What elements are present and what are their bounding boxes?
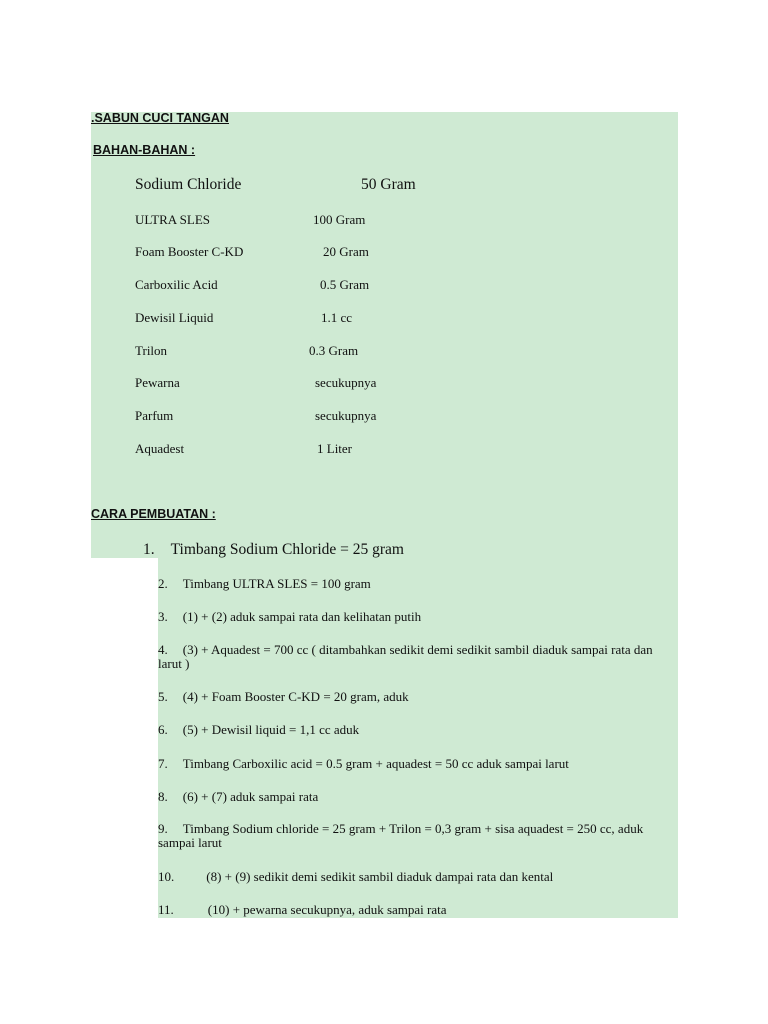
ingredient-amount: 100 Gram <box>313 212 366 227</box>
step-6 <box>158 723 678 737</box>
step-text: (5) + Dewisil liquid = 1,1 cc aduk <box>182 722 360 737</box>
step-10 <box>158 870 678 884</box>
step-number: 7. <box>158 756 168 771</box>
step-text: Timbang ULTRA SLES = 100 gram <box>182 576 371 591</box>
bahan-heading: BAHAN-BAHAN : <box>93 143 196 157</box>
step-number: 11. <box>158 902 174 917</box>
step-2 <box>158 577 678 591</box>
ingredient-amount: 1 Liter <box>317 441 353 456</box>
step-text: Timbang Sodium chloride = 25 gram + Trilon = 0,3 gram + sisa aquadest = 250 cc, aduk sampai larut <box>158 821 644 850</box>
step-text: (1) + (2) aduk sampai rata dan kelihatan putih <box>182 609 422 624</box>
ingredient-name: Foam Booster C-KD <box>135 244 244 259</box>
step-text: (8) + (9) sedikit demi sedikit sambil diaduk dampai rata dan kental <box>206 869 554 884</box>
ingredient-name: Parfum <box>135 408 174 423</box>
step-number: 1. <box>143 541 155 558</box>
step-3 <box>158 610 678 624</box>
step-text: (3) + Aquadest = 700 cc ( ditambahkan sedikit demi sedikit sambil diaduk sampai rata dan larut ) <box>158 642 653 671</box>
step-5 <box>158 690 678 704</box>
ingredient-name: Sodium Chloride <box>135 176 242 193</box>
step-number: 10. <box>158 869 175 884</box>
step-number: 8. <box>158 789 168 804</box>
ingredient-amount: 50 Gram <box>361 176 416 193</box>
ingredient-name: Pewarna <box>135 375 180 390</box>
cara-heading: CARA PEMBUATAN : <box>91 507 216 521</box>
step-7 <box>158 757 678 771</box>
step-1 <box>143 541 404 559</box>
step-text: (6) + (7) aduk sampai rata <box>182 789 319 804</box>
step-number: 6. <box>158 722 168 737</box>
step-number: 3. <box>158 609 168 624</box>
ingredient-name: Carboxilic Acid <box>135 277 218 292</box>
step-8 <box>158 790 678 804</box>
ingredient-name: Dewisil Liquid <box>135 310 214 325</box>
ingredient-amount: 0.3 Gram <box>309 343 359 358</box>
step-text: Timbang Carboxilic acid = 0.5 gram + aquadest = 50 cc aduk sampai larut <box>182 756 569 771</box>
step-9 <box>158 822 678 850</box>
step-number: 4. <box>158 642 168 657</box>
step-number: 5. <box>158 689 168 704</box>
step-11 <box>158 903 678 917</box>
step-text: (4) + Foam Booster C-KD = 20 gram, aduk <box>182 689 409 704</box>
step-text: (10) + pewarna secukupnya, aduk sampai rata <box>207 902 447 917</box>
step-4 <box>158 643 678 671</box>
ingredient-name: Aquadest <box>135 441 185 456</box>
step-number: 9. <box>158 821 168 836</box>
document-title: .SABUN CUCI TANGAN <box>91 111 229 125</box>
ingredient-amount: 1.1 cc <box>321 310 353 325</box>
ingredient-amount: 20 Gram <box>323 244 369 259</box>
ingredient-amount: 0.5 Gram <box>320 277 370 292</box>
step-number: 2. <box>158 576 168 591</box>
ingredient-amount: secukupnya <box>315 408 377 423</box>
ingredient-name: ULTRA SLES <box>135 212 211 227</box>
ingredient-amount: secukupnya <box>315 375 377 390</box>
ingredient-name: Trilon <box>135 343 168 358</box>
step-text: Timbang Sodium Chloride = 25 gram <box>170 541 404 558</box>
